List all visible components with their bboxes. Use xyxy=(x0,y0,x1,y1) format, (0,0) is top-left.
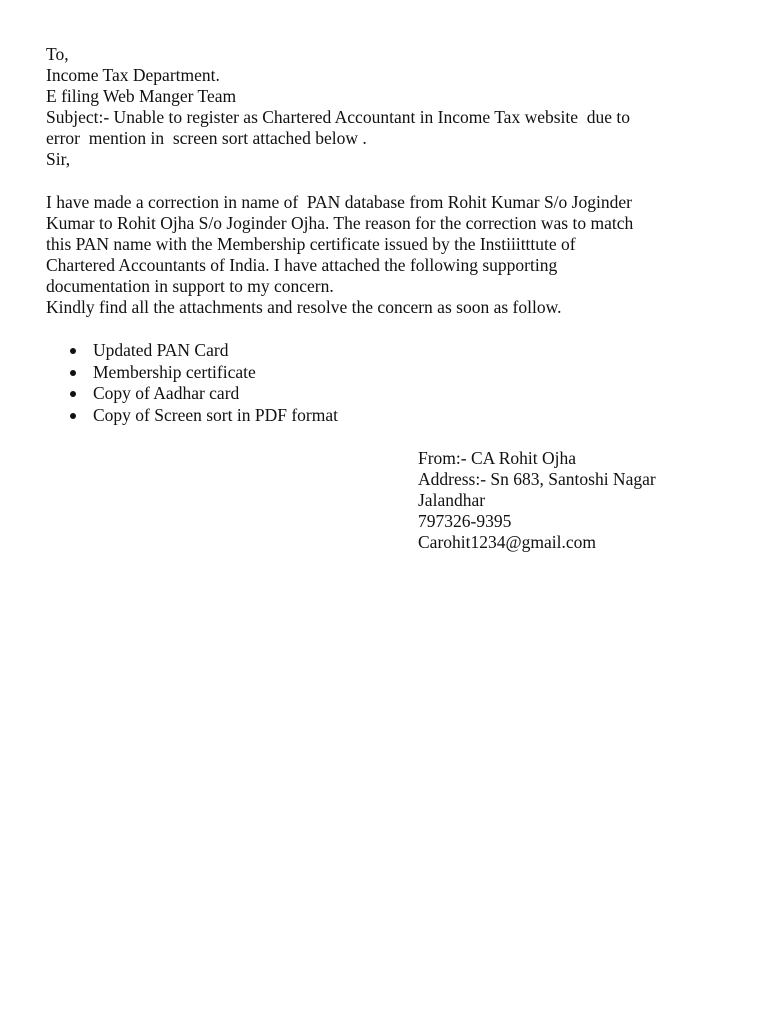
sender-address-2: Jalandhar xyxy=(418,490,486,510)
sender-email: Carohit1234@gmail.com xyxy=(418,532,596,552)
list-item xyxy=(0,405,338,427)
recipient-team: E filing Web Manger Team xyxy=(46,86,237,106)
recipient-department: Income Tax Department. xyxy=(46,65,220,85)
sender-address-1: Address:- Sn 683, Santoshi Nagar xyxy=(418,469,656,489)
greeting: Sir, xyxy=(46,149,71,169)
list-item xyxy=(0,340,229,362)
subject-line-2: error mention in screen sort attached below . xyxy=(46,128,367,148)
recipient-to: To, xyxy=(46,44,69,64)
attachment-label: Membership certificate xyxy=(93,361,256,382)
list-item xyxy=(0,383,240,405)
sender-phone: 797326-9395 xyxy=(418,511,512,531)
bullet-icon xyxy=(70,370,76,376)
body-line-3: this PAN name with the Membership certificate issued by the Instiiitttute of xyxy=(46,234,576,254)
subject-line-1: Subject:- Unable to register as Chartered Accountant in Income Tax website due to xyxy=(46,107,631,127)
sender-from: From:- CA Rohit Ojha xyxy=(418,448,576,468)
body-line-6: Kindly find all the attachments and resolve the concern as soon as follow. xyxy=(46,297,562,317)
attachment-list xyxy=(0,340,338,427)
body-line-2: Kumar to Rohit Ojha S/o Joginder Ojha. The reason for the correction was to match xyxy=(46,213,634,233)
bullet-icon xyxy=(70,413,76,419)
body-line-4: Chartered Accountants of India. I have attached the following supporting xyxy=(46,255,558,275)
list-item xyxy=(0,361,256,384)
attachment-label: Copy of Aadhar card xyxy=(93,383,240,404)
bullet-icon xyxy=(70,391,76,397)
body-line-1: I have made a correction in name of PAN database from Rohit Kumar S/o Joginder xyxy=(46,192,632,212)
body-line-5: documentation in support to my concern. xyxy=(46,276,334,296)
attachment-label: Copy of Screen sort in PDF format xyxy=(93,405,338,426)
bullet-icon xyxy=(70,348,76,354)
attachment-label: Updated PAN Card xyxy=(93,340,229,360)
